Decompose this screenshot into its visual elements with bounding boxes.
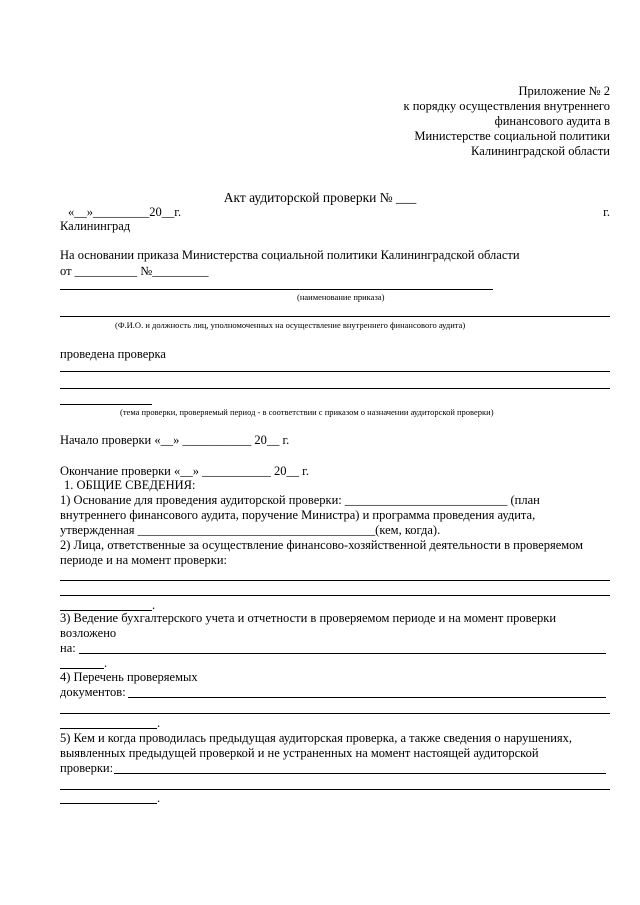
- item1-line-3: утвержденная ______________________________________(кем, когда).: [60, 523, 441, 537]
- conducted-label: проведена проверка: [60, 347, 166, 361]
- item2-line-2: периоде и на момент проверки:: [60, 553, 227, 567]
- item2-underline-2: [60, 595, 610, 596]
- conducted-underline-2: [60, 388, 610, 389]
- basis-line-1: На основании приказа Министерства социальной политики Калининградской области: [60, 248, 520, 262]
- order-caption: (наименование приказа): [297, 292, 385, 302]
- item3-line-3: на:: [60, 641, 76, 655]
- item5-underline-3: [60, 803, 157, 804]
- header-line-2: к порядку осуществления внутреннего: [403, 99, 610, 113]
- item1-line-2: внутреннего финансового аудита, поручение Министра) и программа проведения аудита,: [60, 508, 536, 522]
- item4-underline-2: [60, 713, 610, 714]
- header-line-3: финансового аудита в: [494, 114, 610, 128]
- persons-underline: [60, 316, 610, 317]
- item3-line-2: возложено: [60, 626, 117, 640]
- item5-line-2: выявленных предыдущей проверкой и не устраненных на момент настоящей аудиторской: [60, 746, 539, 760]
- item4-period: .: [157, 716, 161, 730]
- item3-period: .: [104, 656, 108, 670]
- conducted-caption: (тема проверки, проверяемый период - в соответствии с приказом о назначении аудиторской проверки): [120, 407, 494, 417]
- item3-underline-1: [79, 653, 606, 654]
- persons-caption: (Ф.И.О. и должность лиц, уполномоченных на осуществление внутреннего финансового аудита): [115, 320, 466, 330]
- header-line-5: Калининградской области: [471, 144, 610, 158]
- basis-line-2: от __________ №_________: [60, 264, 209, 278]
- item4-line-1: 4) Перечень проверяемых: [60, 670, 198, 684]
- section-heading: 1. ОБЩИЕ СВЕДЕНИЯ:: [64, 478, 196, 492]
- conducted-underline-3: [60, 404, 152, 405]
- date-line: «__»_________20__г.: [68, 205, 182, 219]
- order-name-underline: [60, 289, 493, 290]
- city-suffix: г.: [603, 205, 610, 219]
- item2-period: .: [152, 598, 156, 612]
- item2-line-1: 2) Лица, ответственные за осуществление финансово-хозяйственной деятельности в проверяемом: [60, 538, 584, 552]
- conducted-underline-1: [60, 371, 610, 372]
- item4-underline-1: [128, 697, 606, 698]
- item1-line-1: 1) Основание для проведения аудиторской проверки: __________________________ (план: [60, 493, 540, 507]
- item4-line-2: документов:: [60, 685, 126, 699]
- document-title: Акт аудиторской проверки № ___: [223, 190, 417, 205]
- item5-period: .: [157, 791, 161, 805]
- city: Калининград: [60, 219, 131, 233]
- header-line-1: Приложение № 2: [518, 84, 610, 98]
- start-line: Начало проверки «__» ___________ 20__ г.: [60, 433, 290, 447]
- end-line: Окончание проверки «__» ___________ 20__ г.: [60, 464, 309, 478]
- item4-underline-3: [60, 728, 157, 729]
- item5-underline-2: [60, 789, 610, 790]
- item5-line-3: проверки:: [60, 761, 114, 775]
- item5-underline-1: [114, 773, 606, 774]
- header-line-4: Министерстве социальной политики: [414, 129, 610, 143]
- item3-underline-2: [60, 668, 104, 669]
- item2-underline-1: [60, 580, 610, 581]
- item5-line-1: 5) Кем и когда проводилась предыдущая аудиторская проверка, а также сведения о нарушениях,: [60, 731, 573, 745]
- item3-line-1: 3) Ведение бухгалтерского учета и отчетности в проверяемом периоде и на момент проверки: [60, 611, 557, 625]
